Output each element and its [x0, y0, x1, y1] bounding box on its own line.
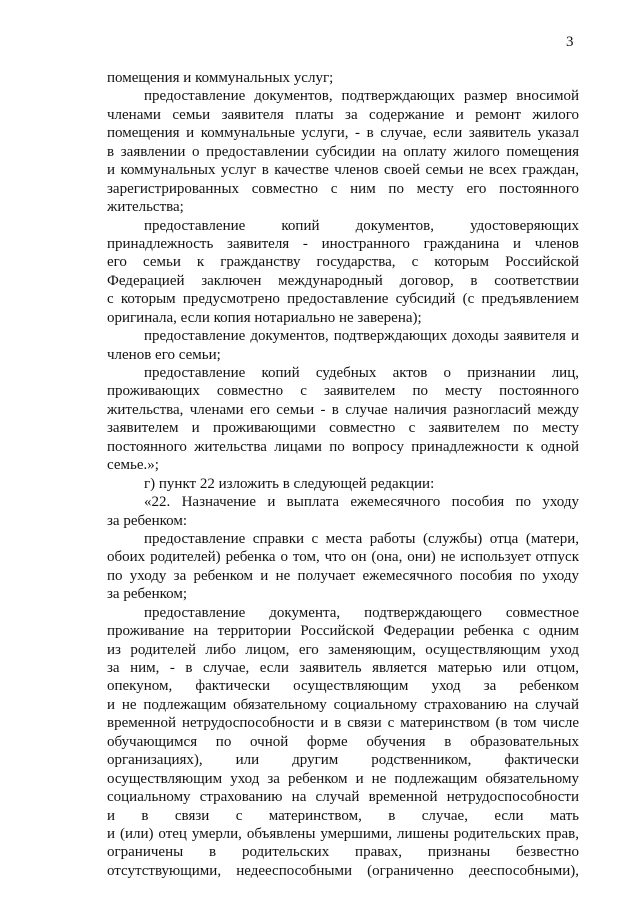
document-body: [107, 69, 579, 880]
text-line: г) пункт 22 изложить в следующей редакции:: [144, 475, 435, 492]
text-line: принадлежность заявителя - иностранного гражданина и членов: [107, 235, 579, 252]
text-line: предоставление документов, подтверждающих размер вносимой: [144, 88, 579, 105]
text-line: отсутствующими, недееспособными (ограниченно дееспособными),: [107, 862, 579, 879]
text-line: «22. Назначение и выплата ежемесячного пособия по уходу: [144, 494, 579, 511]
text-line: жительства, членами его семьи - в случае наличия разногласий между: [107, 401, 579, 418]
text-line: заявителем и проживающими совместно с заявителем по месту: [107, 420, 579, 437]
text-line: членами семьи заявителя платы за содержание и ремонт жилого: [107, 106, 579, 123]
text-line: предоставление справки с места работы (службы) отца (матери,: [144, 530, 579, 547]
text-line: и в связи с материнством, в случае, если мать: [107, 807, 579, 824]
text-line: постоянного жительства лицами по вопросу принадлежности к одной: [107, 438, 579, 455]
text-line: осуществляющим уход за ребенком и не подлежащим обязательному: [107, 770, 579, 787]
text-line: из родителей либо лицом, его заменяющим, осуществляющим уход: [107, 641, 579, 658]
text-line: за ним, - в случае, если заявитель является матерью или отцом,: [107, 660, 579, 676]
text-line: предоставление документов, подтверждающих доходы заявителя и: [144, 328, 579, 345]
text-line: Федерацией заключен международный договор, в соответствии: [107, 272, 579, 289]
text-line: обоих родителей) ребенка о том, что он (она, они) не использует отпуск: [107, 549, 579, 566]
text-line: проживание на территории Российской Федерации ребенка с одним: [107, 623, 579, 640]
text-line: и не подлежащим обязательному социальному страхованию на случай: [107, 696, 579, 713]
text-line: за ребенком:: [107, 512, 188, 529]
text-line: и (или) отец умерли, объявлены умершими, лишены родительских прав,: [107, 825, 579, 842]
text-line: оригинала, если копия нотариально не заверена);: [107, 309, 422, 326]
text-line: зарегистрированных совместно с ним по месту его постоянного: [107, 180, 579, 197]
text-line: предоставление документа, подтверждающего совместное: [144, 604, 579, 621]
text-line: ограничены в родительских правах, признаны безвестно: [107, 844, 579, 861]
text-line: членов его семьи;: [107, 346, 221, 363]
text-line: его семьи к гражданству государства, с которым Российской: [107, 254, 579, 271]
text-line: опекуном, фактически осуществляющим уход за ребенком: [107, 678, 579, 695]
text-line: за ребенком;: [107, 586, 188, 603]
text-line: предоставление копий документов, удостоверяющих: [144, 217, 579, 234]
page-number: 3: [566, 34, 574, 50]
text-line: жительства;: [107, 199, 184, 216]
text-line: и коммунальных услуг в качестве членов своей семьи не всех граждан,: [107, 162, 579, 179]
text-line: помещения и коммунальные услуги, - в случае, если заявитель указал: [107, 125, 579, 142]
text-line: организациях), или другим родственником, фактически: [107, 752, 579, 769]
text-line: с которым предусмотрено предоставление субсидий (с предъявлением: [107, 291, 579, 308]
text-line: социальному страхованию на случай временной нетрудоспособности: [107, 789, 579, 806]
text-line: обучающимся по очной форме обучения в образовательных: [107, 733, 579, 750]
text-line: проживающих совместно с заявителем по месту постоянного: [107, 383, 579, 400]
text-line: по уходу за ребенком и не получает ежемесячного пособия по уходу: [107, 567, 579, 584]
text-line: предоставление копий судебных актов о признании лиц,: [144, 365, 579, 381]
text-line: помещения и коммунальных услуг;: [107, 70, 334, 86]
text-line: в заявлении о предоставлении субсидии на оплату жилого помещения: [107, 143, 579, 160]
text-line: семье.»;: [107, 457, 159, 474]
text-line: временной нетрудоспособности и в связи с материнством (в том числе: [107, 715, 579, 732]
